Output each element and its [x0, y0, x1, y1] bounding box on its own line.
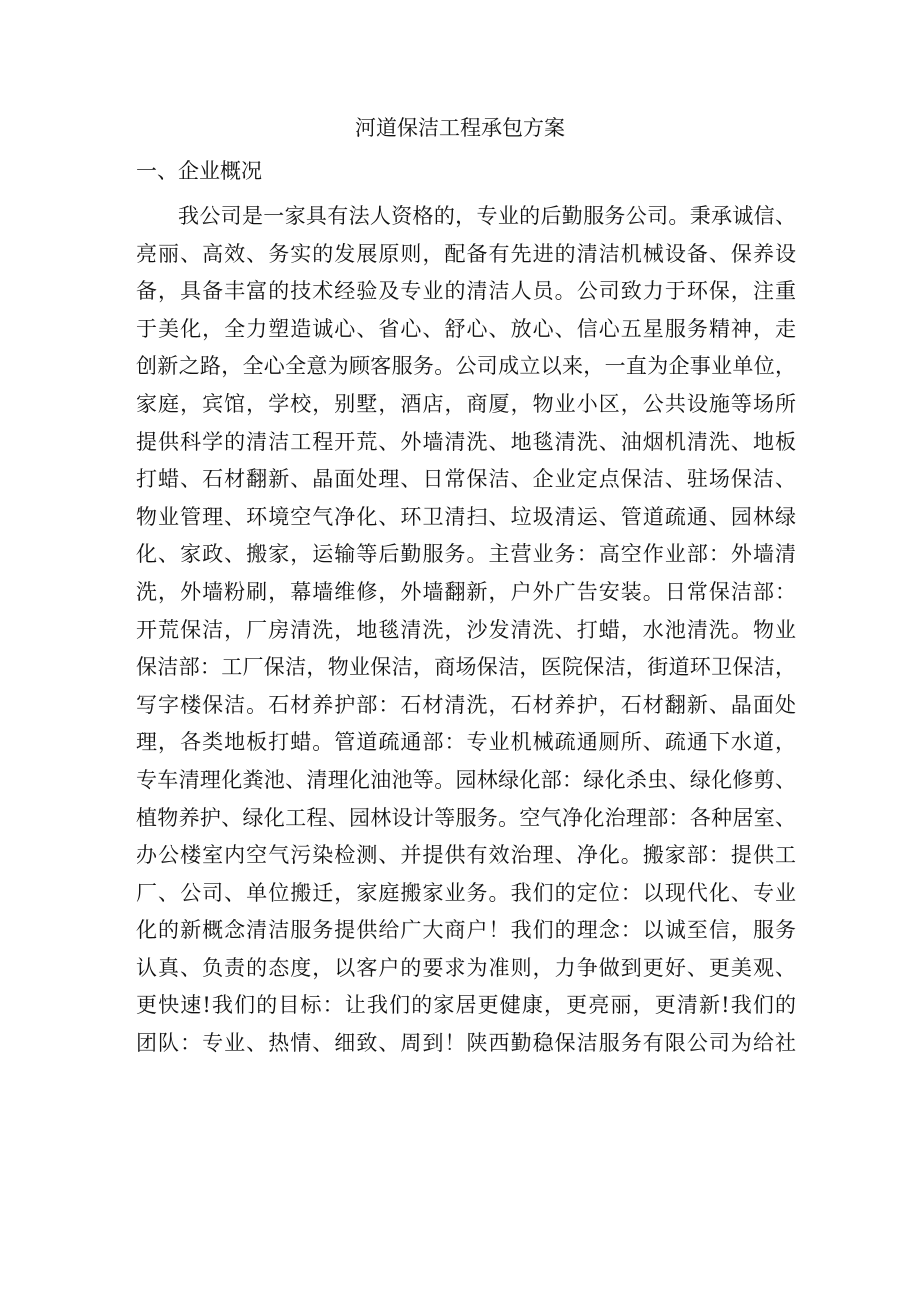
paragraph-line: 亮丽、高效、务实的发展原则，配备有先进的清洁机械设备、保养设 — [136, 241, 796, 266]
paragraph-line: 我公司是一家具有法人资格的，专业的后勤服务公司。秉承诚信、 — [178, 204, 796, 228]
paragraph-line: 保洁部：工厂保洁，物业保洁，商场保洁，医院保洁，街道环卫保洁， — [136, 655, 796, 680]
paragraph-line: 化、家政、搬家，运输等后勤服务。主营业务：高空作业部：外墙清 — [136, 542, 796, 567]
paragraph-line: 理，各类地板打蜡。管道疏通部：专业机械疏通厕所、疏通下水道， — [136, 730, 796, 755]
paragraph-line: 团队：专业、热情、细致、周到！陕西勤稳保洁服务有限公司为给社 — [136, 1031, 796, 1056]
paragraph-line: 于美化，全力塑造诚心、省心、舒心、放心、信心五星服务精神，走 — [136, 316, 796, 341]
paragraph-line: 开荒保洁，厂房清洗，地毯清洗，沙发清洗、打蜡，水池清洗。物业 — [136, 617, 796, 642]
paragraph-line: 写字楼保洁。石材养护部：石材清洗，石材养护，石材翻新、晶面处 — [136, 692, 796, 717]
section-heading: 一、企业概况 — [136, 159, 262, 183]
paragraph-line: 办公楼室内空气污染检测、并提供有效治理、净化。搬家部：提供工 — [136, 843, 796, 868]
paragraph-line: 洗，外墙粉刷，幕墙维修，外墙翻新，户外广告安装。日常保洁部： — [136, 579, 796, 604]
paragraph-line: 认真、负责的态度，以客户的要求为准则，力争做到更好、更美观、 — [136, 955, 796, 980]
paragraph-line: 打蜡、石材翻新、晶面处理、日常保洁、企业定点保洁、驻场保洁、 — [136, 467, 796, 492]
paragraph-line: 植物养护、绿化工程、园林设计等服务。空气净化治理部：各种居室、 — [136, 805, 796, 830]
paragraph-line: 备，具备丰富的技术经验及专业的清洁人员。公司致力于环保，注重 — [136, 279, 796, 304]
paragraph-line: 化的新概念清洁服务提供给广大商户！我们的理念：以诚至信，服务 — [136, 918, 796, 943]
paragraph-line: 家庭，宾馆，学校，别墅，酒店，商厦，物业小区，公共设施等场所 — [136, 391, 796, 416]
paragraph-line: 物业管理、环境空气净化、环卫清扫、垃圾清运、管道疏通、园林绿 — [136, 504, 796, 529]
body-paragraph — [136, 198, 796, 1063]
paragraph-line: 创新之路，全心全意为顾客服务。公司成立以来，一直为企事业单位， — [136, 354, 796, 379]
paragraph-line: 厂、公司、单位搬迁，家庭搬家业务。我们的定位：以现代化、专业 — [136, 880, 796, 905]
paragraph-line: 更快速!我们的目标：让我们的家居更健康，更亮丽，更清新!我们的 — [136, 993, 796, 1018]
document-title: 河道保洁工程承包方案 — [355, 116, 565, 140]
paragraph-line: 专车清理化粪池、清理化油池等。园林绿化部：绿化杀虫、绿化修剪、 — [136, 767, 796, 792]
paragraph-line: 提供科学的清洁工程开荒、外墙清洗、地毯清洗、油烟机清洗、地板 — [136, 429, 796, 454]
